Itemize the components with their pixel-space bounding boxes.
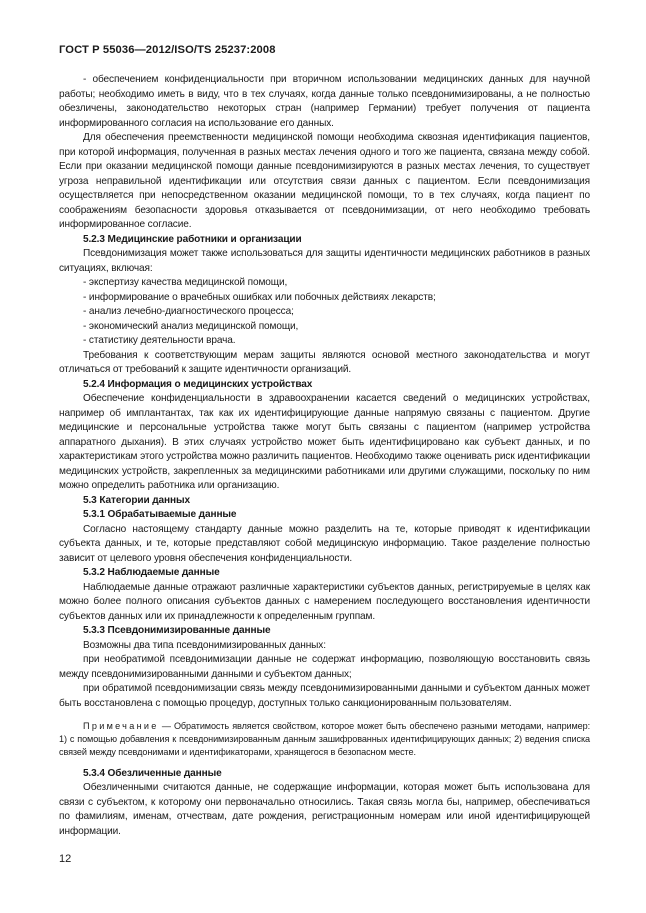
paragraph: при необратимой псевдонимизации данные не содержат информацию, позволяющую восстановить связь между псевдонимизированными данными и субъектом данных; [59, 654, 590, 680]
paragraph: Требования к соответствующим мерам защиты являются основой местного законодательства и могут отличаться от требований к защите идентичности организаций. [59, 349, 590, 375]
paragraph: Обезличенными считаются данные, не содержащие информации, которая может быть использована для связи с субъектом, к которому они первоначально относились. Такая связь могла бы, например, обеспечиваться по фамилиям, именам, отчествам, дате рождения, регистрационным номерам или иной идентифицирующей информации. [59, 782, 590, 837]
list-item: - информирование о врачебных ошибках или побочных действиях лекарств; [83, 291, 436, 303]
list-item: - экономический анализ медицинской помощи, [83, 320, 299, 332]
section-heading: 5.3.4 Обезличенные данные [83, 767, 222, 779]
list-item: - статистику деятельности врача. [83, 335, 236, 346]
paragraph: Наблюдаемые данные отражают различные характеристики субъектов данных, регистрируемые в целях как можно более полного описания субъектов данных с намерением последующего восстановления идентичности субъектов данных или их принадлежности к определенным группам. [59, 581, 590, 622]
paragraph: Обеспечение конфиденциальности в здравоохранении касается сведений о медицинских устройствах, например об имплантантах, так как их идентифицирующие данные напрямую связаны с пациентом. Другие медицинские и персональные устройства также могут быть связаны с пациентом (например устройства аппаратного дыхания). В этих случаях устройство может быть идентифицировано как субъект данных, и по характеристикам этого устройства можно различить пациентов. Необходимо также оценивать риск идентификации медицинских устройств, закрепленных за медицинскими работниками или другими служащими, поскольку по ним можно определить работника или организацию. [59, 393, 590, 491]
section-heading: 5.3 Категории данных [83, 494, 190, 506]
note [59, 720, 590, 759]
section-heading: 5.3.3 Псевдонимизированные данные [83, 625, 271, 636]
list-item: - анализ лечебно-диагностического процесса; [83, 306, 294, 317]
paragraph: Согласно настоящему стандарту данные можно разделить на те, которые приводят к идентификации субъекта данных, и те, которые представляют собой медицинскую информацию. Такое разделение полностью зависит от целевого уровня обеспечения конфиденциальности. [59, 523, 590, 564]
section-heading: 5.2.3 Медицинские работники и организации [83, 233, 302, 245]
section-heading: 5.2.4 Информация о медицинских устройствах [83, 378, 313, 390]
section-heading: 5.3.1 Обрабатываемые данные [83, 509, 237, 520]
page-number: 12 [59, 853, 72, 865]
document-page [59, 44, 590, 839]
document-header: ГОСТ Р 55036—2012/ISO/TS 25237:2008 [59, 44, 276, 56]
paragraph: Для обеспечения преемственности медицинской помощи необходима сквозная идентификация пациентов, при которой информация, полученная в разных местах лечения одного и того же пациента, связана между собой. Если при оказании медицинской помощи данные псевдонимизируются в разных местах лечения, то существует угроза неправильной идентификации или отсутствия связи данных с пациентом. Если псевдонимизация осуществляется при непосредственном оказании медицинской помощи, то в тех случаях, когда пациент по соображениям безопасности здоровья отказывается от псевдонимизации, от него необходимо требовать информированное согласие. [59, 132, 590, 230]
list-item: - экспертизу качества медицинской помощи, [83, 277, 288, 288]
paragraph: Псевдонимизация может также использоваться для защиты идентичности медицинских работников в разных ситуациях, включая: [59, 248, 590, 274]
paragraph: - обеспечением конфиденциальности при вторичном использовании медицинских данных для научной работы; необходимо иметь в виду, что в тех случаях, когда данные только псевдонимизированы, а не полностью обезличены, законодательство некоторых стран (например Германии) требует получения от пациента информированного согласия на использование его данных. [59, 74, 590, 129]
note-text: — Обратимость является свойством, которое может быть обеспечено разными методами, например: 1) с помощью добавления к псевдонимизированным данным зашифрованных идентифицирующих данных; 2) ведения списка связей между псевдонимами и идентификаторами, хранящегося в безопасном месте. [59, 721, 590, 757]
section-heading: 5.3.2 Наблюдаемые данные [83, 567, 220, 578]
paragraph: при обратимой псевдонимизации связь между псевдонимизированными данными и субъектом данных может быть восстановлена с помощью процедур, доступных только санкционированным пользователям. [59, 683, 590, 709]
paragraph: Возможны два типа псевдонимизированных данных: [83, 639, 326, 651]
note-label: Примечание [83, 721, 159, 731]
